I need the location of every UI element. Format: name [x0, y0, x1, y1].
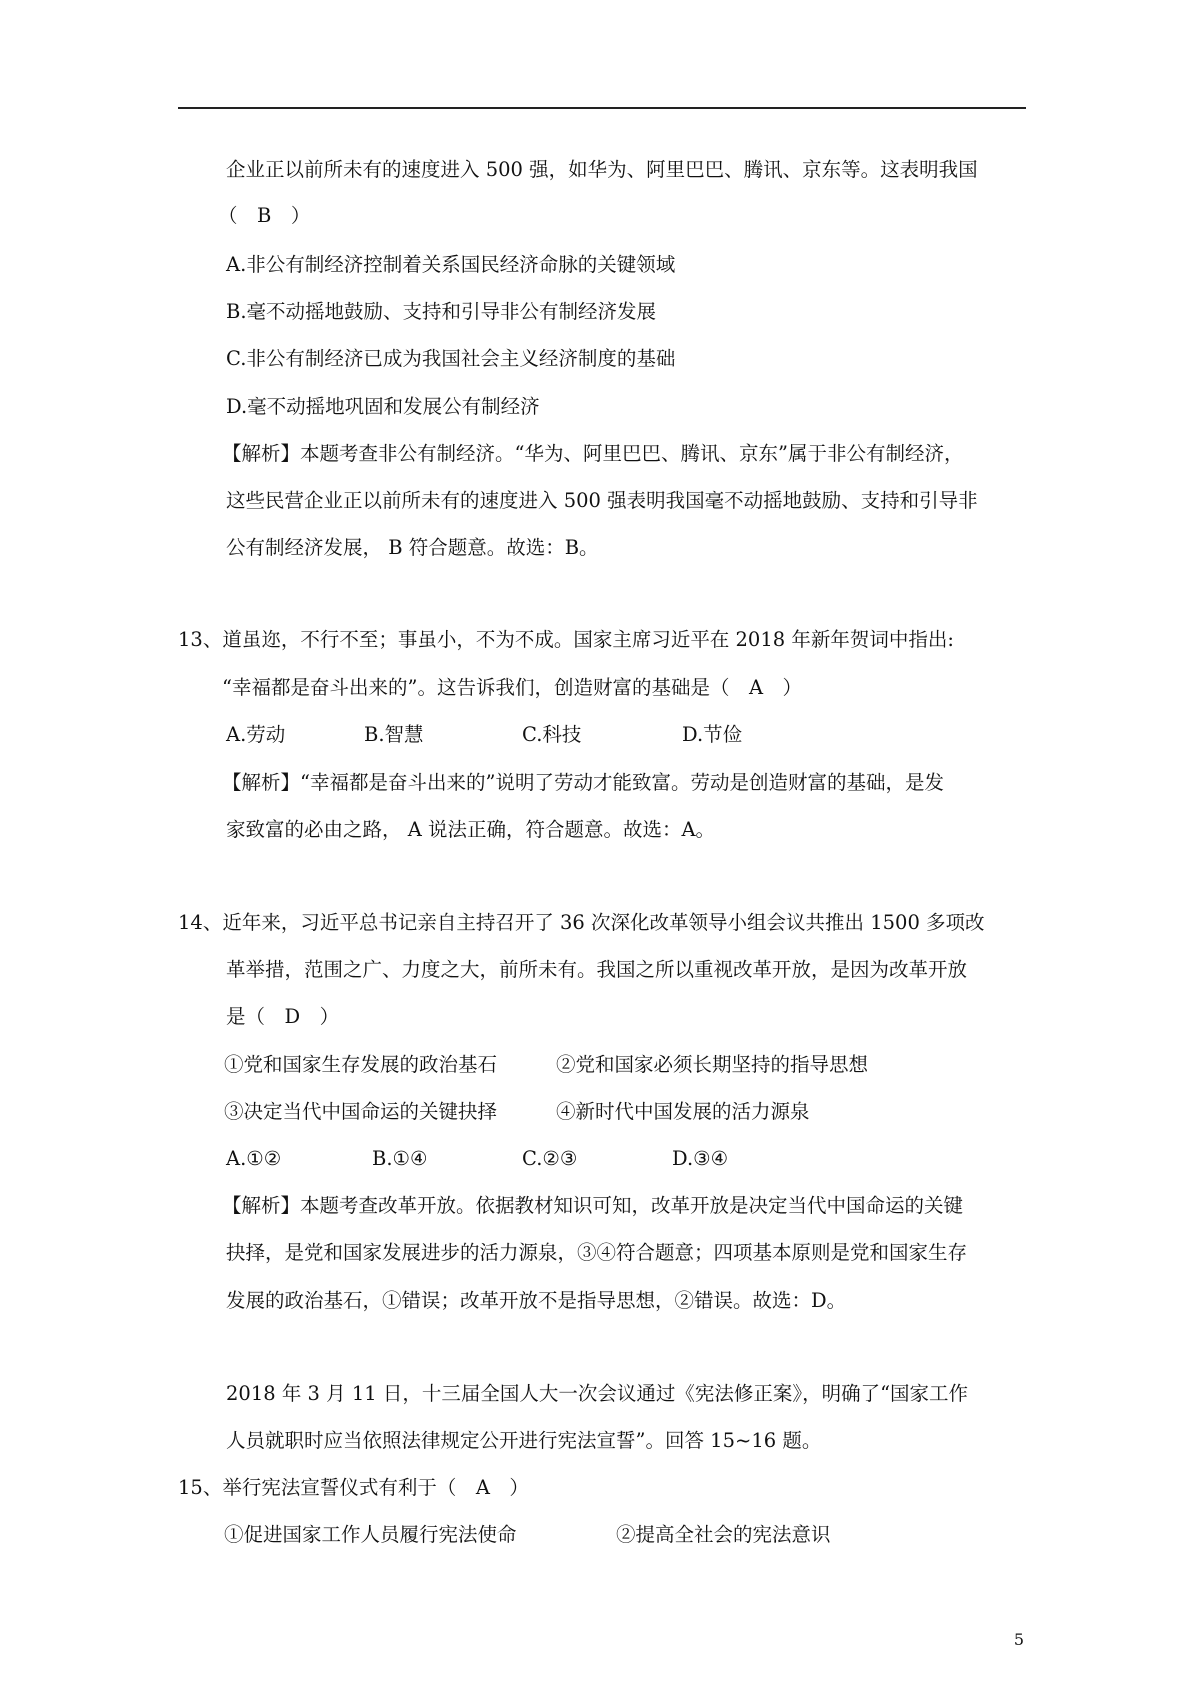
q14-stem-line2: 革举措，范围之广、力度之大，前所未有。我国之所以重视改革开放，是因为改革开放: [226, 958, 968, 981]
q13-option-d: D.节俭: [682, 723, 743, 746]
page-number: 5: [1013, 1630, 1024, 1649]
q14-analysis-line3: 发展的政治基石，①错误；改革开放不是指导思想，②错误。故选：D。: [226, 1289, 847, 1312]
q13-analysis-line2: 家致富的必由之路， A 说法正确，符合题意。故选：A。: [226, 818, 716, 841]
q12-option-d: D.毫不动摇地巩固和发展公有制经济: [226, 395, 540, 418]
q13-stem-line1: 13、道虽迩，不行不至；事虽小，不为不成。国家主席习近平在 2018 年新年贺词中指出:: [178, 628, 954, 651]
q13-option-a: A.劳动: [226, 723, 286, 746]
material-line1: 2018 年 3 月 11 日，十三届全国人大一次会议通过《宪法修正案》，明确了“国家工作: [226, 1382, 969, 1405]
q12-answer: （ B ）: [218, 204, 311, 227]
q14-item-1: ①党和国家生存发展的政治基石: [224, 1053, 498, 1076]
q13-option-b: B.智慧: [364, 723, 424, 746]
q15-item-2: ②提高全社会的宪法意识: [616, 1523, 831, 1546]
q14-analysis-line2: 抉择，是党和国家发展进步的活力源泉，③④符合题意；四项基本原则是党和国家生存: [226, 1241, 968, 1264]
q15-item-1: ①促进国家工作人员履行宪法使命: [224, 1523, 517, 1546]
q14-item-4: ④新时代中国发展的活力源泉: [556, 1100, 810, 1123]
q14-stem-line1: 14、近年来，习近平总书记亲自主持召开了 36 次深化改革领导小组会议共推出 1500 多项改: [178, 911, 985, 934]
q14-option-b: B.①④: [372, 1147, 428, 1170]
q13-analysis-line1: 【解析】“幸福都是奋斗出来的”说明了劳动才能致富。劳动是创造财富的基础，是发: [222, 771, 944, 794]
q12-stem: 企业正以前所未有的速度进入 500 强，如华为、阿里巴巴、腾讯、京东等。这表明我国: [226, 158, 978, 181]
header-rule: [178, 107, 1026, 109]
q13-stem-line2: “幸福都是奋斗出来的”。这告诉我们，创造财富的基础是（ A ）: [222, 676, 803, 699]
material-line2: 人员就职时应当依照法律规定公开进行宪法宣誓”。回答 15~16 题。: [226, 1429, 822, 1452]
q15-stem: 15、举行宪法宣誓仪式有利于（ A ）: [178, 1476, 529, 1499]
q12-option-c: C.非公有制经济已成为我国社会主义经济制度的基础: [226, 347, 676, 370]
q14-analysis-line1: 【解析】本题考查改革开放。依据教材知识可知，改革开放是决定当代中国命运的关键: [222, 1194, 964, 1217]
q14-item-2: ②党和国家必须长期坚持的指导思想: [556, 1053, 869, 1076]
q14-item-3: ③决定当代中国命运的关键抉择: [224, 1100, 498, 1123]
q12-analysis-line2: 这些民营企业正以前所未有的速度进入 500 强表明我国毫不动摇地鼓励、支持和引导非: [226, 489, 978, 512]
q13-option-c: C.科技: [522, 723, 582, 746]
q12-analysis-line3: 公有制经济发展， B 符合题意。故选：B。: [226, 536, 599, 559]
q12-analysis-line1: 【解析】本题考查非公有制经济。“华为、阿里巴巴、腾讯、京东”属于非公有制经济，: [222, 442, 964, 465]
q12-option-a: A.非公有制经济控制着关系国民经济命脉的关键领域: [226, 253, 676, 276]
q14-stem-line3: 是（ D ）: [226, 1005, 340, 1028]
q14-option-c: C.②③: [522, 1147, 578, 1170]
q12-option-b: B.毫不动摇地鼓励、支持和引导非公有制经济发展: [226, 300, 657, 323]
q14-option-a: A.①②: [226, 1147, 282, 1170]
q14-option-d: D.③④: [672, 1147, 729, 1170]
